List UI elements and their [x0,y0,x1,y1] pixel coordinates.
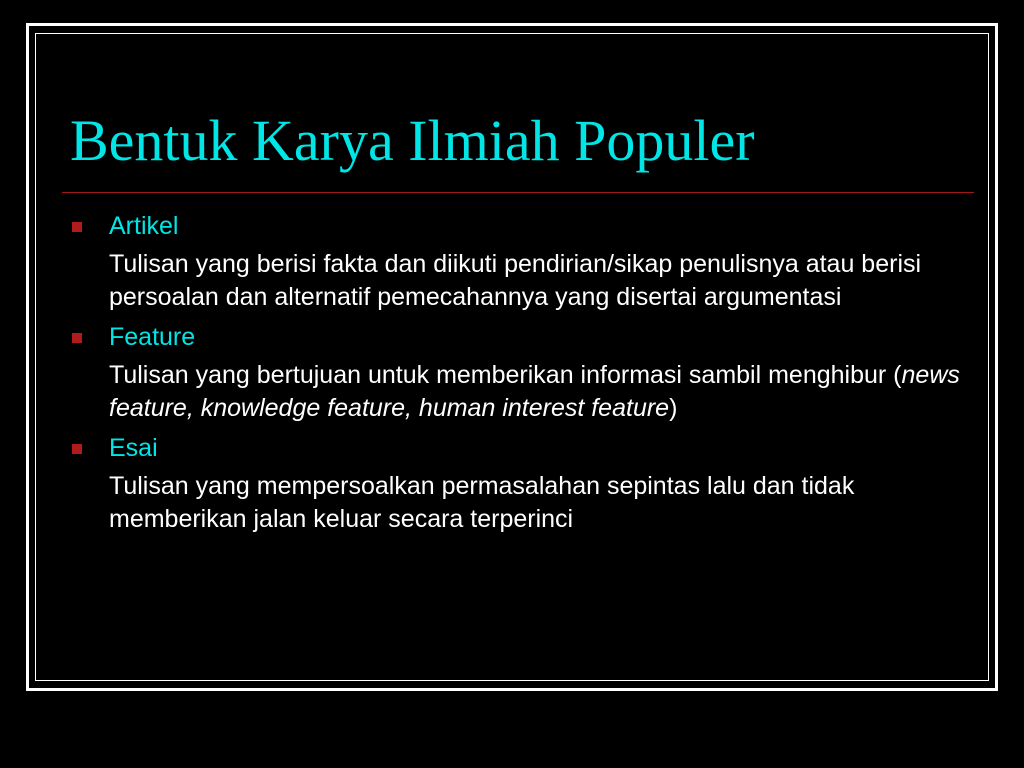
bullet-item-feature [70,321,970,354]
bullet-description: Tulisan yang berisi fakta dan diikuti pendirian/sikap penulisnya atau berisi persoalan dan alternatif pemecahannya yang disertai argumentasi [109,250,922,311]
description-text: Tulisan yang bertujuan untuk memberikan informasi sambil menghibur ( [109,361,902,389]
bullet-item-artikel [70,210,970,243]
slide-content [70,210,970,543]
bullet-description [70,359,970,425]
slide-title: Bentuk Karya Ilmiah Populer [70,108,755,173]
bullet-item-esai [70,432,970,465]
bullet-label: Esai [109,434,158,462]
bullet-description: Tulisan yang mempersoalkan permasalahan sepintas lalu dan tidak memberikan jalan keluar secara terperinci [109,472,855,533]
title-divider [62,192,974,193]
bullet-label: Feature [109,323,196,351]
description-text: ) [669,394,678,422]
bullet-label: Artikel [109,212,179,240]
square-bullet-icon [72,222,82,232]
description-italic-text: news feature, knowledge feature, human interest feature [109,361,960,422]
square-bullet-icon [72,333,82,343]
square-bullet-icon [72,444,82,454]
